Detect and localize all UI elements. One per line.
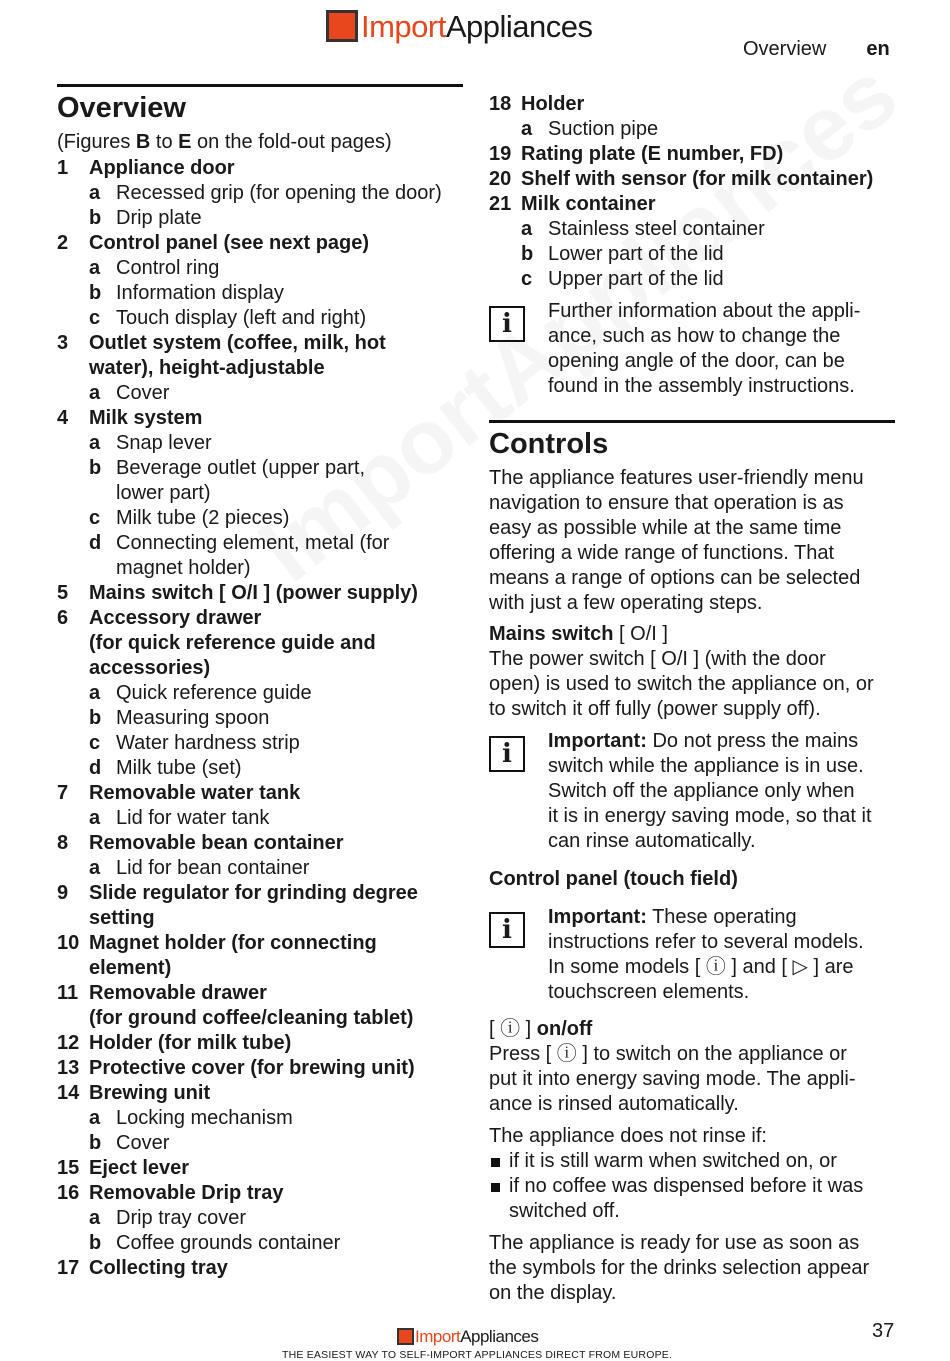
list-item — [57, 1256, 467, 1281]
item-number: 10 — [57, 932, 80, 954]
footer-wordmark: ImportAppliances — [415, 1327, 539, 1346]
list-item — [489, 192, 899, 217]
item-text: Slide regulator for grinding degree — [89, 882, 418, 904]
item-number: 16 — [57, 1182, 80, 1204]
list-subitem — [57, 1131, 467, 1156]
logo-square-icon — [397, 1328, 414, 1345]
item-text: Snap lever — [116, 432, 212, 454]
item-text: element) — [89, 957, 172, 979]
item-text: Connecting element, metal (for — [116, 532, 390, 554]
overview-list-continued — [489, 92, 899, 297]
item-text: Holder (for milk tube) — [89, 1032, 292, 1054]
item-text: Lid for bean container — [116, 857, 310, 879]
item-letter: c — [89, 307, 101, 329]
item-letter: b — [521, 243, 534, 265]
item-number: 15 — [57, 1157, 80, 1179]
note-models-important: Important: These operating instructions refer to several models. In some models [ ⓘ ] and [ ▷ ] are touchscreen elements. — [548, 906, 864, 1003]
item-text: Water hardness strip — [116, 732, 300, 754]
item-letter: b — [89, 1132, 102, 1154]
item-text: Magnet holder (for connecting — [89, 932, 377, 954]
note-mains-important: Important: Do not press the mains switch while the appliance is in use. Switch off the appliance only when it is in energy saving mode, so that it can rinse automatically. — [548, 730, 872, 852]
control-panel-heading: Control panel (touch field) — [489, 868, 738, 890]
list-item — [57, 881, 467, 931]
list-subitem — [57, 256, 467, 281]
item-number: 6 — [57, 607, 69, 629]
bullet-item: if no coffee was dispensed before it was switched off. — [509, 1175, 864, 1222]
item-text: Touch display (left and right) — [116, 307, 367, 329]
item-text: Mains switch [ O/I ] (power supply) — [89, 582, 418, 604]
item-text: Drip tray cover — [116, 1207, 247, 1229]
list-subitem — [57, 306, 467, 331]
item-letter: b — [89, 282, 102, 304]
item-letter: a — [89, 382, 101, 404]
item-text: Stainless steel container — [548, 218, 765, 240]
item-letter: d — [89, 757, 102, 779]
item-number: 14 — [57, 1082, 80, 1104]
item-text: Lid for water tank — [116, 807, 270, 829]
list-item — [57, 1031, 467, 1056]
logo-square-icon — [326, 10, 358, 42]
list-subitem — [57, 456, 467, 506]
item-letter: d — [89, 532, 102, 554]
item-letter: b — [89, 207, 102, 229]
item-letter: a — [89, 682, 101, 704]
item-letter: b — [89, 457, 102, 479]
item-number: 20 — [489, 168, 512, 190]
language-code: en — [866, 38, 890, 60]
list-subitem — [489, 242, 899, 267]
item-text: lower part) — [116, 482, 211, 504]
list-subitem — [57, 181, 467, 206]
logo-wordmark: ImportAppliances — [361, 8, 593, 44]
info-icon: i — [489, 736, 525, 772]
power-symbol: [ O/I ] — [619, 623, 668, 645]
item-text: Coffee grounds container — [116, 1232, 341, 1254]
item-letter: a — [89, 807, 101, 829]
controls-intro: The appliance features user-friendly menu navigation to ensure that operation is as easy as possible while at the same time offering a wide range of functions. That means a range of options can be selected with just a few operating steps. — [489, 467, 864, 614]
list-subitem — [489, 117, 899, 142]
list-subitem — [489, 217, 899, 242]
list-subitem — [57, 431, 467, 456]
item-number: 1 — [57, 157, 69, 179]
item-text: (for quick reference guide and — [89, 632, 376, 654]
item-letter: a — [89, 1107, 101, 1129]
running-header-section: Overview — [743, 38, 827, 60]
item-letter: a — [89, 432, 101, 454]
footer-tagline: THE EASIEST WAY TO SELF-IMPORT APPLIANCES DIRECT FROM EUROPE. — [282, 1349, 673, 1361]
item-number: 13 — [57, 1057, 80, 1079]
item-letter: b — [89, 707, 102, 729]
list-item — [57, 781, 467, 806]
item-text: Control ring — [116, 257, 220, 279]
item-text: Removable drawer — [89, 982, 267, 1004]
list-item — [489, 167, 899, 192]
on-off-text: Press [ ⓘ ] to switch on the appliance or put it into energy saving mode. The appli- ance is rinsed automatically. — [489, 1043, 856, 1115]
item-text: Measuring spoon — [116, 707, 270, 729]
item-text: Upper part of the lid — [548, 268, 724, 290]
item-letter: a — [521, 218, 533, 240]
list-item — [57, 1181, 467, 1206]
list-item — [489, 92, 899, 117]
item-text: Outlet system (coffee, milk, hot — [89, 332, 386, 354]
list-subitem — [57, 706, 467, 731]
item-number: 18 — [489, 93, 512, 115]
item-text: Locking mechanism — [116, 1107, 293, 1129]
on-off-heading: [ ⓘ ] on/off — [489, 1018, 593, 1040]
item-text: magnet holder) — [116, 557, 251, 579]
list-subitem — [57, 856, 467, 881]
bullet-item: if it is still warm when switched on, or — [509, 1150, 837, 1172]
info-icon: i — [489, 306, 525, 342]
item-text: (for ground coffee/cleaning tablet) — [89, 1007, 414, 1029]
mains-switch-text: The power switch [ O/I ] (with the door open) is used to switch the appliance on, or to switch it off fully (power supply off). — [489, 648, 874, 720]
item-text: Control panel (see next page) — [89, 232, 370, 254]
list-subitem — [57, 381, 467, 406]
item-text: Drip plate — [116, 207, 202, 229]
list-subitem — [57, 1231, 467, 1256]
list-item — [57, 931, 467, 981]
ready-text: The appliance is ready for use as soon as the symbols for the drinks selection appear on the display. — [489, 1232, 870, 1304]
item-number: 12 — [57, 1032, 80, 1054]
list-item — [57, 981, 467, 1031]
list-subitem — [57, 731, 467, 756]
item-text: Beverage outlet (upper part, — [116, 457, 366, 479]
list-subitem — [57, 756, 467, 781]
item-text: Lower part of the lid — [548, 243, 724, 265]
info-icon: i — [489, 912, 525, 948]
item-number: 17 — [57, 1257, 80, 1279]
list-subitem — [57, 1106, 467, 1131]
list-item — [57, 1081, 467, 1106]
item-text: Suction pipe — [548, 118, 659, 140]
item-text: Holder — [521, 93, 585, 115]
item-letter: b — [89, 1232, 102, 1254]
item-text: water), height-adjustable — [89, 357, 325, 379]
item-text: Collecting tray — [89, 1257, 228, 1279]
list-subitem — [489, 267, 899, 292]
brand-logo — [326, 10, 593, 42]
item-letter: a — [521, 118, 533, 140]
list-item — [57, 331, 467, 381]
item-text: Removable bean container — [89, 832, 344, 854]
controls-title: Controls — [489, 428, 609, 460]
item-number: 3 — [57, 332, 69, 354]
mains-switch-heading: Mains switch [ O/I ] — [489, 623, 668, 645]
bullet-square-icon — [491, 1183, 500, 1192]
no-rinse-intro: The appliance does not rinse if: — [489, 1125, 767, 1147]
item-text: Cover — [116, 1132, 170, 1154]
overview-intro: (Figures B to E on the fold-out pages) — [57, 131, 392, 153]
list-subitem — [57, 1206, 467, 1231]
note-assembly-info: Further information about the appli- ance, such as how to change the opening angle of the door, can be found in the assembly instructions. — [548, 300, 861, 397]
list-item — [489, 142, 899, 167]
item-letter: c — [521, 268, 533, 290]
item-text: Quick reference guide — [116, 682, 312, 704]
item-text: Recessed grip (for opening the door) — [116, 182, 442, 204]
running-header — [743, 38, 890, 61]
list-item — [57, 581, 467, 606]
item-text: Milk container — [521, 193, 656, 215]
item-text: Cover — [116, 382, 170, 404]
list-subitem — [57, 206, 467, 231]
item-text: Eject lever — [89, 1157, 190, 1179]
item-text: accessories) — [89, 657, 211, 679]
item-number: 8 — [57, 832, 69, 854]
list-subitem — [57, 806, 467, 831]
list-item — [57, 406, 467, 431]
list-item — [57, 1156, 467, 1181]
item-text: Milk system — [89, 407, 203, 429]
item-text: Removable Drip tray — [89, 1182, 284, 1204]
item-number: 4 — [57, 407, 69, 429]
list-item — [57, 831, 467, 856]
item-text: Brewing unit — [89, 1082, 211, 1104]
item-letter: a — [89, 1207, 101, 1229]
item-number: 19 — [489, 143, 512, 165]
bullet-square-icon — [491, 1158, 500, 1167]
item-text: Shelf with sensor (for milk container) — [521, 168, 874, 190]
list-item — [57, 231, 467, 256]
left-section-rule — [57, 84, 463, 87]
item-number: 2 — [57, 232, 69, 254]
list-subitem — [57, 531, 467, 581]
on-off-symbol: [ ⓘ ] — [489, 1018, 532, 1040]
item-text: Appliance door — [89, 157, 235, 179]
item-letter: a — [89, 182, 101, 204]
item-text: Milk tube (2 pieces) — [116, 507, 290, 529]
item-number: 11 — [57, 982, 79, 1004]
item-number: 5 — [57, 582, 69, 604]
item-text: Protective cover (for brewing unit) — [89, 1057, 415, 1079]
overview-list — [57, 156, 467, 1279]
footer-logo — [397, 1328, 538, 1345]
item-text: Milk tube (set) — [116, 757, 242, 779]
list-item — [57, 606, 467, 681]
item-letter: c — [89, 507, 101, 529]
list-subitem — [57, 281, 467, 306]
item-number: 21 — [489, 193, 512, 215]
page-number: 37 — [872, 1320, 895, 1342]
list-item — [57, 156, 467, 181]
item-text: Information display — [116, 282, 284, 304]
list-subitem — [57, 681, 467, 706]
list-subitem — [57, 506, 467, 531]
item-text: setting — [89, 907, 155, 929]
right-section-rule — [489, 420, 895, 423]
item-text: Accessory drawer — [89, 607, 262, 629]
item-number: 7 — [57, 782, 69, 804]
item-letter: a — [89, 857, 101, 879]
list-item — [57, 1056, 467, 1081]
item-letter: c — [89, 732, 101, 754]
overview-title: Overview — [57, 92, 186, 124]
item-text: Rating plate (E number, FD) — [521, 143, 784, 165]
item-text: Removable water tank — [89, 782, 301, 804]
item-number: 9 — [57, 882, 69, 904]
item-letter: a — [89, 257, 101, 279]
